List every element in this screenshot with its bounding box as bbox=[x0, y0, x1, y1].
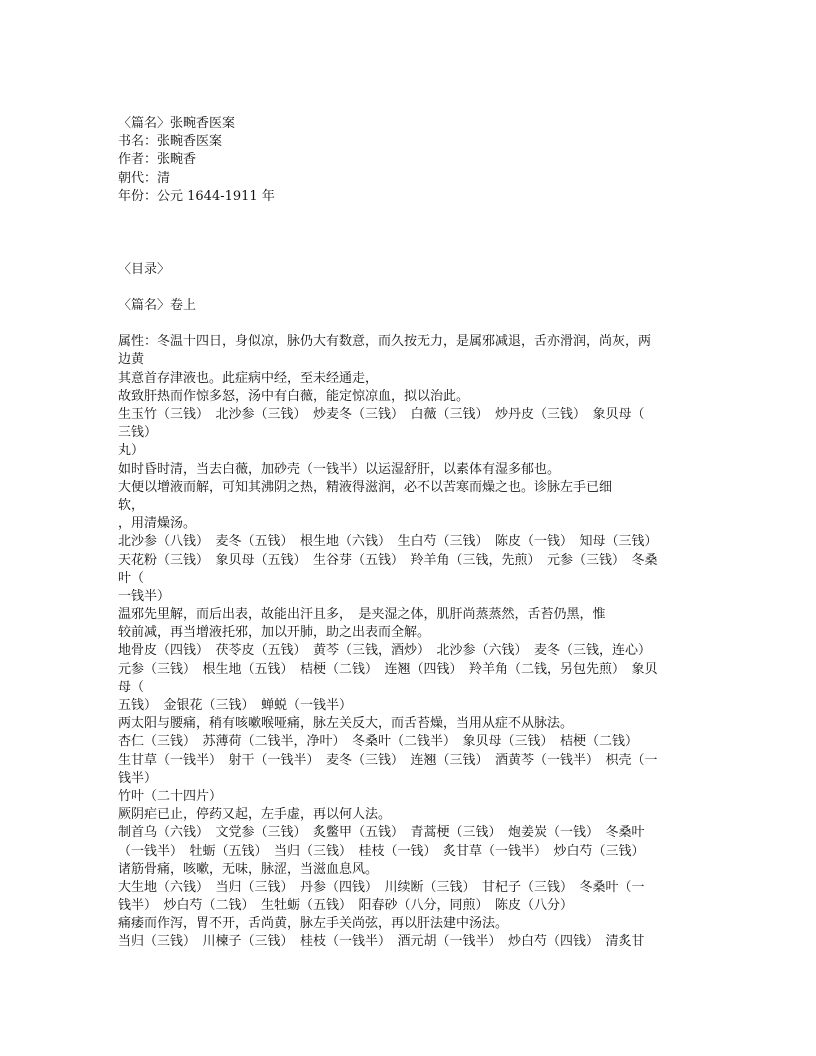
blank-line bbox=[118, 279, 718, 297]
text-line: 生甘草（一钱半） 射干（一钱半） 麦冬（三钱） 连翘（三钱） 酒黄芩（一钱半） 枳壳（一 bbox=[118, 752, 658, 768]
text-line: 软， bbox=[118, 497, 145, 513]
text-line: 元参（三钱） 根生地（五钱） 桔梗（二钱） 连翘（四钱） 羚羊角（二钱，另包先煎） 象贝 bbox=[118, 661, 658, 677]
blank-line bbox=[118, 224, 718, 242]
text-line: 大便以增液而解，可知其沸阴之热，精液得滋润，必不以苦寒而燥之也。诊脉左手已细 bbox=[118, 479, 613, 495]
text-line: 叶（ bbox=[118, 570, 145, 586]
text-line: 年份：公元 1644-1911 年 bbox=[118, 188, 275, 204]
document-page bbox=[118, 115, 718, 952]
text-line: 属性：冬温十四日，身似凉，脉仍大有数意，而久按无力，是属邪减退，舌亦滑润，尚灰，两 bbox=[118, 334, 652, 350]
text-line: 地骨皮（四钱） 茯苓皮（五钱） 黄芩（三钱，酒炒） 北沙参（六钱） 麦冬（三钱，连心） bbox=[118, 643, 652, 659]
text-line: 大生地（六钱） 当归（三钱） 丹参（四钱） 川续断（三钱） 甘杞子（三钱） 冬桑叶（一 bbox=[118, 879, 645, 895]
text-line: 竹叶（二十四片） bbox=[118, 788, 223, 804]
text-line: 其意首存津液也。此症病中经，至未经通走， bbox=[118, 370, 379, 386]
text-line: 〈篇名〉张畹香医案 bbox=[118, 116, 236, 131]
text-line: 三钱） bbox=[118, 425, 158, 441]
text-line: 〈目录〉 bbox=[118, 261, 171, 277]
text-line: 母（ bbox=[118, 679, 145, 695]
text-line: 厥阴疟已止，停药又起，左手虚，再以何人法。 bbox=[118, 807, 392, 823]
text-line: 五钱） 金银花（三钱） 蝉蜕（一钱半） bbox=[118, 698, 353, 713]
text-line: 如时昏时清，当去白薇，加砂壳（一钱半）以运湿舒肝，以素体有湿多郁也。 bbox=[118, 461, 561, 477]
text-line: 书名：张畹香医案 bbox=[118, 134, 223, 150]
blank-line bbox=[118, 242, 718, 260]
text-line: 当归（三钱） 川楝子（三钱） 桂枝（一钱半） 酒元胡（一钱半） 炒白芍（四钱） 清炙甘 bbox=[118, 934, 645, 950]
text-line: 钱半） 炒白芍（二钱） 生牡蛎（五钱） 阳春砂（八分，同煎） 陈皮（八分） bbox=[118, 898, 574, 914]
text-line: ，用清燥汤。 bbox=[118, 516, 197, 532]
text-line: 较前减，再当增液托邪，加以开肺，助之出表而全解。 bbox=[118, 625, 431, 641]
blank-line bbox=[118, 206, 718, 224]
text-line: 北沙参（八钱） 麦冬（五钱） 根生地（六钱） 生白芍（三钱） 陈皮（一钱） 知母（三钱） bbox=[118, 534, 658, 550]
text-line: 〈篇名〉卷上 bbox=[118, 297, 197, 313]
text-line: 生玉竹（三钱） 北沙参（三钱） 炒麦冬（三钱） 白薇（三钱） 炒丹皮（三钱） 象贝母（ bbox=[118, 407, 645, 422]
text-line: 诸筋骨痛，咳嗽，无味，脉涩，当滋血息风。 bbox=[118, 861, 379, 877]
text-line: 杏仁（三钱） 苏薄荷（二钱半，净叶） 冬桑叶（二钱半） 象贝母（三钱） 桔梗（二钱） bbox=[118, 734, 639, 750]
text-line: 丸） bbox=[118, 443, 145, 459]
text-line: 痛痿而作泻，胃不开，舌尚黄，脉左手关尚弦，再以肝法建中汤法。 bbox=[118, 916, 509, 932]
text-line: 钱半） bbox=[118, 770, 158, 786]
text-line: 故致肝热而作惊多怒，汤中有白薇，能定惊凉血，拟以治此。 bbox=[118, 388, 470, 404]
text-line: 制首乌（六钱） 文党参（三钱） 炙鳖甲（五钱） 青蒿梗（三钱） 炮姜炭（一钱） 冬桑叶 bbox=[118, 825, 645, 841]
text-line: 作者：张畹香 bbox=[118, 152, 197, 168]
text-line: 温邪先里解，而后出表，故能出汗且多， 是夹湿之体，肌肝尚蒸蒸然，舌苔仍黑，惟 bbox=[118, 607, 606, 623]
blank-line bbox=[118, 315, 718, 333]
text-line: 天花粉（三钱） 象贝母（五钱） 生谷芽（五钱） 羚羊角（三钱，先煎） 元参（三钱） 冬桑 bbox=[118, 552, 658, 568]
text-line: 两太阳与腰痛，稍有咳嗽喉哑痛，脉左关反大，而舌苔燥，当用从症不从脉法。 bbox=[118, 716, 574, 732]
text-line: 朝代：清 bbox=[118, 170, 171, 186]
text-line: 边黄 bbox=[118, 352, 145, 368]
text-line: 一钱半） bbox=[118, 588, 171, 604]
text-line: （一钱半） 牡蛎（五钱） 当归（三钱） 桂枝（一钱） 炙甘草（一钱半） 炒白芍（三钱） bbox=[118, 843, 645, 859]
